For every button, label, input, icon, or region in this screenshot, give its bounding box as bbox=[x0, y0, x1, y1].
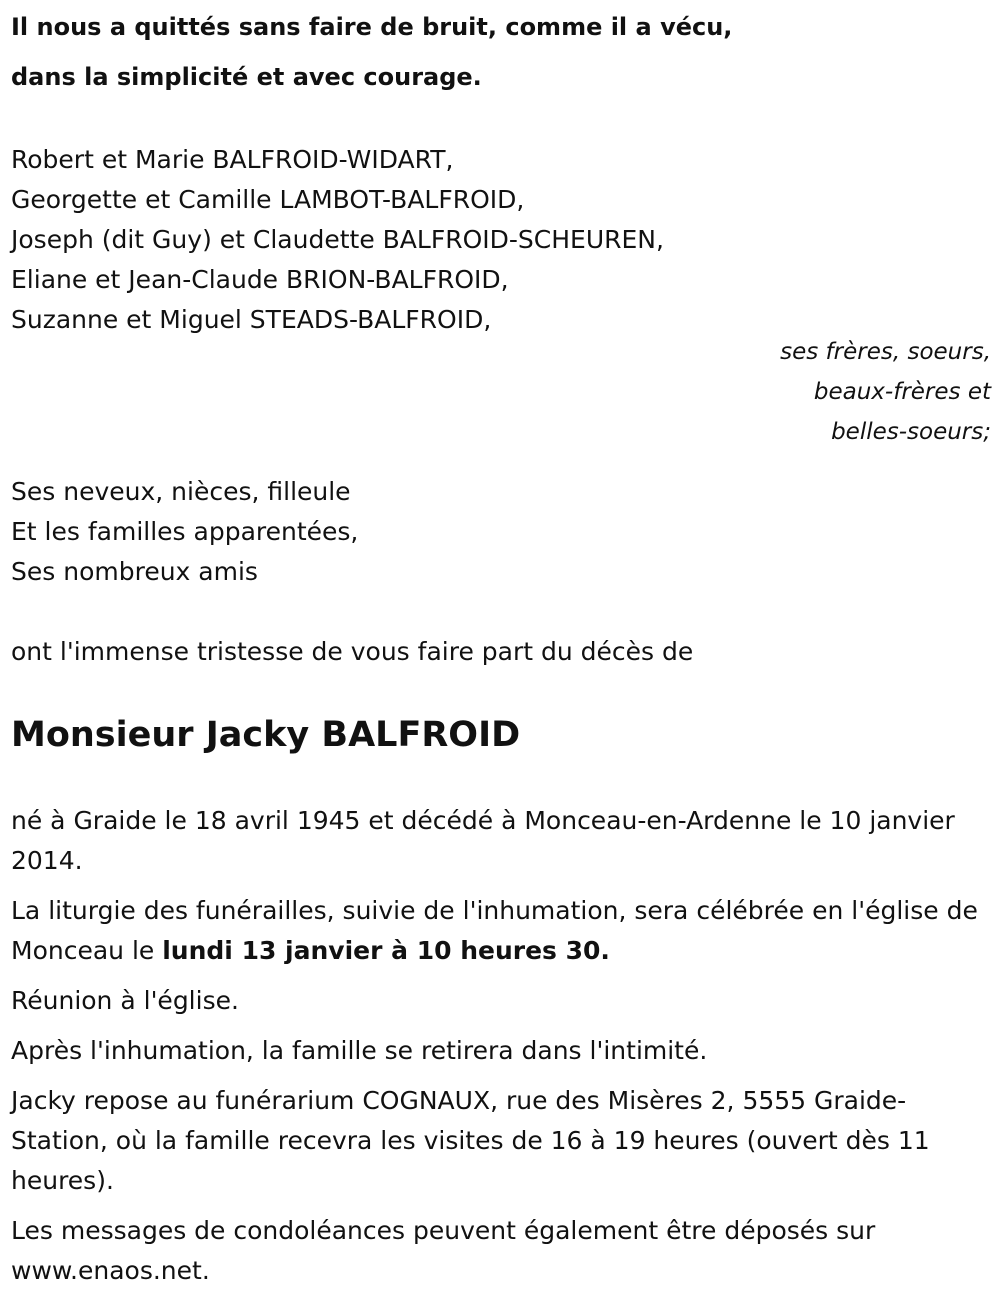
family-member: Joseph (dit Guy) et Claudette BALFROID-SCHEUREN, bbox=[11, 225, 664, 254]
relative-line: Et les familles apparentées, bbox=[11, 517, 359, 546]
family-member: Georgette et Camille LAMBOT-BALFROID, bbox=[11, 185, 525, 214]
family-member: Eliane et Jean-Claude BRION-BALFROID, bbox=[11, 265, 509, 294]
announcement: ont l'immense tristesse de vous faire part du décès de bbox=[11, 637, 694, 666]
liturgy-date: lundi 13 janvier à 10 heures 30. bbox=[162, 936, 610, 965]
relative-line: Ses nombreux amis bbox=[11, 557, 258, 586]
deceased-name: Monsieur Jacky BALFROID bbox=[11, 715, 521, 755]
family-member: Suzanne et Miguel STEADS-BALFROID, bbox=[11, 305, 492, 334]
liturgy-text: La liturgie des funérailles, suivie de l'inhumation, sera célébrée en l'église de Monceau le bbox=[11, 896, 978, 965]
family-list bbox=[11, 140, 991, 340]
funeral-home-info: Jacky repose au funérarium COGNAUX, rue des Misères 2, 5555 Graide-Station, où la famille recevra les visites de 16 à 19 heures (ouvert dès 11 heures). bbox=[11, 1086, 930, 1195]
family-relation bbox=[11, 332, 991, 452]
funeral-details bbox=[11, 801, 991, 1291]
obituary-notice bbox=[11, 0, 991, 1301]
meeting-info: Réunion à l'église. bbox=[11, 986, 239, 1015]
other-relatives bbox=[11, 472, 991, 592]
intro-line-2: dans la simplicité et avec courage. bbox=[11, 63, 482, 91]
relation-line: beaux-frères et bbox=[813, 379, 991, 405]
intro-line-1: Il nous a quittés sans faire de bruit, comme il a vécu, bbox=[11, 13, 733, 41]
relation-line: belles-soeurs; bbox=[831, 419, 991, 445]
after-burial-info: Après l'inhumation, la famille se retirera dans l'intimité. bbox=[11, 1036, 708, 1065]
family-member: Robert et Marie BALFROID-WIDART, bbox=[11, 145, 454, 174]
birth-death-info: né à Graide le 18 avril 1945 et décédé à Monceau-en-Ardenne le 10 janvier 2014. bbox=[11, 806, 955, 875]
condolences-info: Les messages de condoléances peuvent également être déposés sur www.enaos.net. bbox=[11, 1216, 876, 1285]
intro-quote bbox=[11, 2, 991, 102]
liturgy-info bbox=[11, 891, 991, 971]
relation-line: ses frères, soeurs, bbox=[780, 339, 991, 365]
relative-line: Ses neveux, nièces, filleule bbox=[11, 477, 351, 506]
